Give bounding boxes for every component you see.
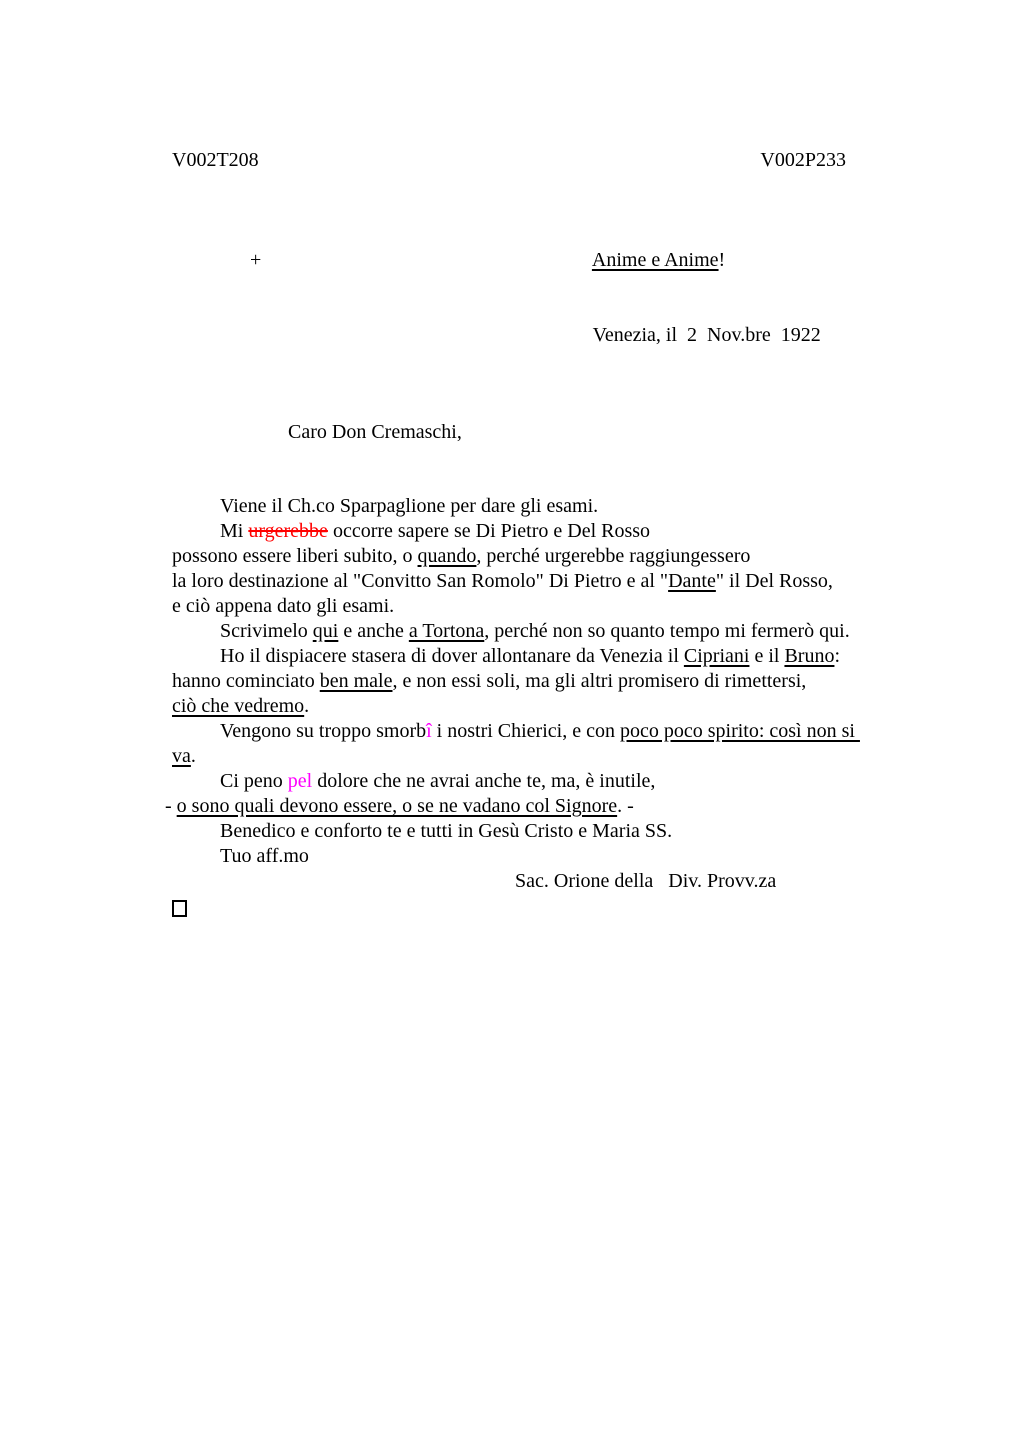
- text-segment: , perché urgerebbe raggiungessero: [476, 545, 751, 567]
- letter-line: [172, 494, 846, 519]
- letter-line: [172, 519, 846, 544]
- document-code-right: V002P233: [760, 149, 846, 171]
- underlined-text: Dante: [668, 570, 716, 592]
- text-segment: . -: [617, 795, 634, 817]
- underlined-text: Bruno: [784, 645, 835, 667]
- underlined-text: ben male: [319, 670, 393, 692]
- text-segment: occorre sapere se Di Pietro e Del Rosso: [327, 520, 651, 542]
- letter-line: [172, 544, 846, 569]
- text-segment: :: [834, 645, 840, 667]
- underlined-text: poco poco spirito: così non si: [619, 720, 860, 742]
- red-strikethrough-word: urgerebbe: [248, 520, 328, 542]
- salutation-text: Caro Don Cremaschi,: [288, 421, 462, 443]
- letter-line: [172, 819, 846, 844]
- cross-row: [172, 223, 846, 298]
- text-segment: possono essere liberi subito, o: [172, 545, 418, 567]
- letter-body: [165, 494, 860, 894]
- text-segment: .: [190, 745, 196, 767]
- text-segment: Benedico e conforto te e tutti in Gesù Cristo e Maria SS.: [220, 820, 673, 842]
- footer-row: [172, 894, 846, 919]
- text-segment: Vengono su troppo smorb: [220, 720, 427, 742]
- dateline-text: Venezia, il 2 Nov.bre 1922: [592, 324, 821, 346]
- underlined-text: o sono quali devono essere, o se ne vadano col Signore: [176, 795, 618, 817]
- magenta-variant-word: î: [426, 720, 432, 742]
- text-segment: e il: [749, 645, 785, 667]
- underlined-text: Cipriani: [683, 645, 750, 667]
- text-segment: la loro destinazione al "Convitto San Romolo" Di Pietro e al ": [172, 570, 669, 592]
- text-segment: hanno cominciato: [172, 670, 320, 692]
- underlined-text: qui: [312, 620, 339, 642]
- text-segment: Ho il dispiacere stasera di dover allontanare da Venezia il: [220, 645, 684, 667]
- letter-line: [172, 694, 846, 719]
- text-segment: dolore che ne avrai anche te, ma, è inutile,: [312, 770, 656, 792]
- dateline: [172, 298, 846, 373]
- text-segment: Tuo aff.mo: [220, 845, 309, 867]
- document-codes-row: [172, 148, 846, 173]
- text-segment: , perché non so quanto tempo mi fermerò qui.: [484, 620, 850, 642]
- text-segment: .: [304, 695, 310, 717]
- text-segment: Sac. Orione della Div. Provv.za: [515, 870, 777, 892]
- signature-line: [172, 869, 846, 894]
- letter-line: [172, 744, 846, 769]
- letter-line: [172, 769, 846, 794]
- underlined-text: quando: [417, 545, 477, 567]
- text-segment: Mi: [220, 520, 249, 542]
- text-segment: e anche: [338, 620, 409, 642]
- magenta-variant-word: pel: [287, 770, 313, 792]
- letter-line: [172, 669, 846, 694]
- text-segment: -: [165, 795, 177, 817]
- underlined-text: va: [172, 745, 191, 767]
- text-segment: , e non essi soli, ma gli altri promisero di rimettersi,: [392, 670, 807, 692]
- document-code-left: V002T208: [172, 149, 259, 171]
- letter-line: [165, 794, 846, 819]
- text-segment: " il Del Rosso,: [715, 570, 833, 592]
- letter-line: [172, 594, 846, 619]
- underlined-text: a Tortona: [408, 620, 485, 642]
- text-segment: Ci peno: [220, 770, 288, 792]
- letter-line: [172, 644, 846, 669]
- letter-motto: [563, 223, 725, 298]
- cross-mark: +: [250, 249, 262, 271]
- letter-line: [172, 619, 850, 644]
- text-segment: e ciò appena dato gli esami.: [172, 595, 395, 617]
- letter-line: [172, 844, 846, 869]
- underlined-text: ciò che vedremo: [172, 695, 305, 717]
- letter-heading: [172, 223, 846, 373]
- letter-line: [172, 719, 860, 744]
- letter-line: [172, 569, 846, 594]
- motto-suffix: !: [718, 249, 726, 271]
- text-segment: Scrivimelo: [220, 620, 313, 642]
- text-segment: Viene il Ch.co Sparpaglione per dare gli esami.: [220, 495, 599, 517]
- salutation: [172, 395, 846, 470]
- text-segment: i nostri Chierici, e con: [431, 720, 620, 742]
- empty-checkbox-icon: [172, 900, 187, 917]
- motto-underlined-text: Anime e Anime: [591, 249, 719, 271]
